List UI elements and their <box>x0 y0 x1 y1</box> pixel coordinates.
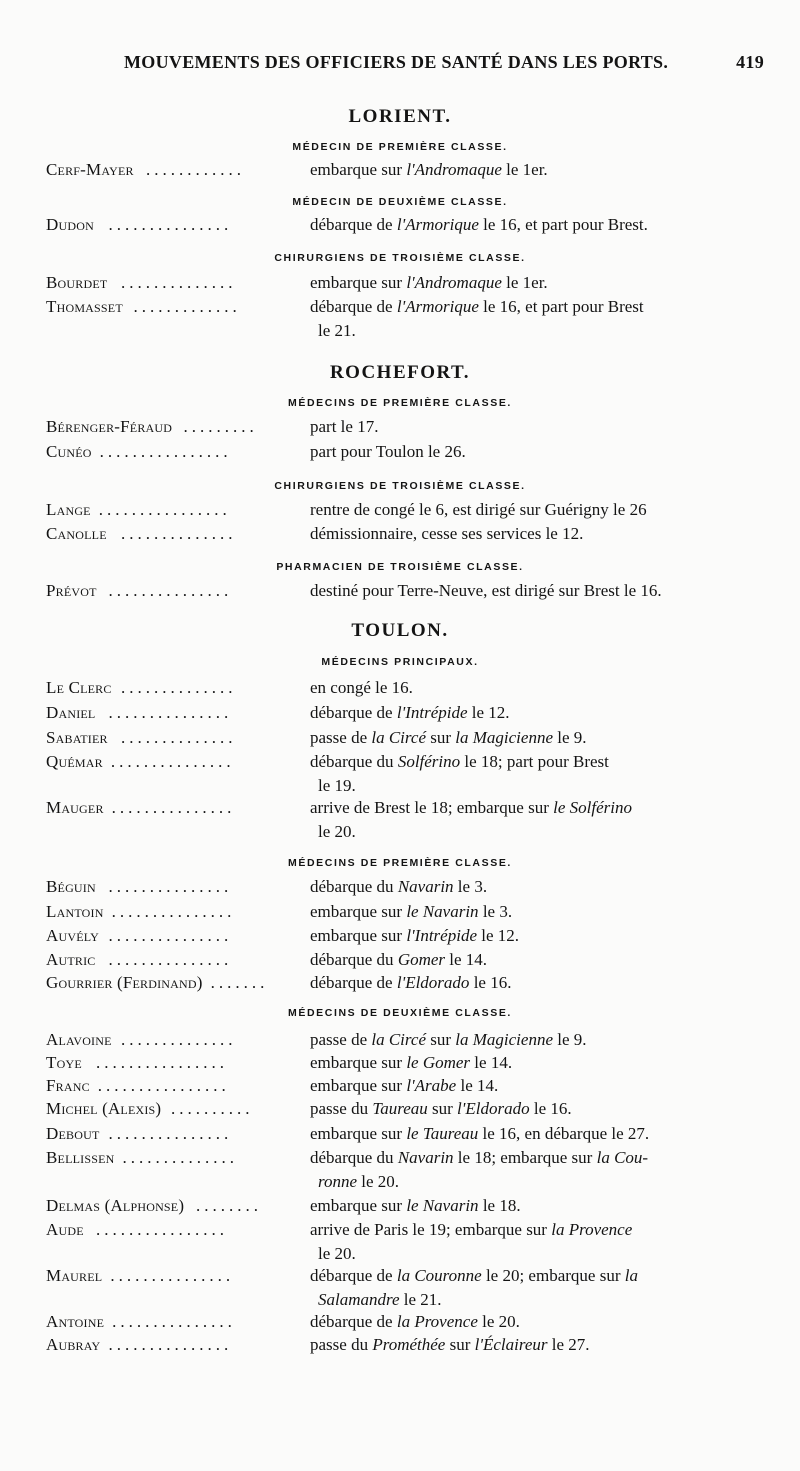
register-entry <box>0 1099 800 1121</box>
movement-text <box>310 442 756 462</box>
ship-name: la Circé <box>371 1030 426 1049</box>
ship-name: l'Eldorado <box>396 973 470 992</box>
officer-name: Lantoin <box>46 902 104 921</box>
movement-fragment: le 20. <box>318 1244 356 1263</box>
leader-dots: ............... <box>112 1312 236 1331</box>
movement-fragment: passe du <box>310 1335 373 1354</box>
leader-dots: ................ <box>99 442 232 461</box>
register-entry <box>0 973 800 995</box>
officer-name: Maurel <box>46 1266 103 1285</box>
leader-dots: ............... <box>108 703 233 722</box>
ship-name: l'Andromaque <box>406 273 502 292</box>
movement-text <box>310 703 756 723</box>
ship-name: l'Arabe <box>406 1076 457 1095</box>
ship-name: la <box>624 1266 638 1285</box>
officer-name: Aubray <box>46 1335 101 1354</box>
movement-fragment: passe du <box>310 1099 373 1118</box>
movement-fragment: le 16. <box>529 1099 572 1118</box>
register-entry <box>0 297 800 340</box>
leader-dots: ............ <box>146 160 245 179</box>
register-entry <box>0 1196 800 1218</box>
register-entry <box>0 442 800 464</box>
leader-dots: ........ <box>196 1196 262 1215</box>
class-heading: MÉDECIN DE PREMIÈRE CLASSE. <box>292 141 508 153</box>
movement-fragment: le 12. <box>477 926 520 945</box>
movement-text <box>310 877 756 897</box>
movement-fragment: embarque sur <box>310 1053 407 1072</box>
movement-text <box>310 1335 756 1355</box>
register-entry <box>0 1124 800 1146</box>
header-title: MOUVEMENTS DES OFFICIERS DE SANTÉ DANS LES PORTS. <box>124 52 669 72</box>
officer-name: Michel (Alexis) <box>46 1099 162 1118</box>
ship-name: la Provence <box>396 1312 478 1331</box>
leader-dots: ................ <box>97 1076 230 1095</box>
movement-continuation <box>318 1244 356 1264</box>
leader-dots: .............. <box>121 1030 237 1049</box>
officer-name: Bourdet <box>46 273 108 292</box>
register-entry <box>0 1076 800 1098</box>
officer-name: Prévot <box>46 581 97 600</box>
movement-text <box>310 1220 756 1240</box>
ship-name: Solférino <box>397 752 461 771</box>
movement-fragment: le 3. <box>478 902 513 921</box>
ship-name: la Couronne <box>396 1266 482 1285</box>
movement-text <box>310 1030 756 1050</box>
officer-name: Bérenger-Féraud <box>46 417 173 436</box>
movement-fragment: débarque de <box>310 297 397 316</box>
ship-name: Gomer <box>397 950 446 969</box>
register-entry <box>0 950 800 972</box>
leader-dots: ................ <box>96 1220 228 1239</box>
register-entry <box>0 678 800 700</box>
register-entry <box>0 160 800 182</box>
movement-fragment: sur <box>426 1030 456 1049</box>
movement-fragment: débarque du <box>310 877 398 896</box>
movement-fragment: le 14. <box>456 1076 499 1095</box>
movement-fragment: le 20. <box>477 1312 520 1331</box>
movement-fragment: embarque sur <box>310 160 407 179</box>
movement-fragment: sur <box>426 728 456 747</box>
ship-name: l'Armorique <box>396 297 479 316</box>
class-heading: PHARMACIEN DE TROISIÈME CLASSE. <box>276 561 524 573</box>
officer-name: Auvély <box>46 926 99 945</box>
register-entry <box>0 703 800 725</box>
leader-dots: .............. <box>121 728 237 747</box>
movement-fragment: débarque de <box>310 703 397 722</box>
movement-fragment: le 18. <box>478 1196 521 1215</box>
movement-text <box>310 1099 756 1119</box>
ship-name: Salamandre <box>318 1290 400 1309</box>
officer-name: Toye <box>46 1053 82 1072</box>
movement-text <box>310 160 756 180</box>
class-heading: CHIRURGIENS DE TROISIÈME CLASSE. <box>274 480 526 492</box>
ship-name: l'Intrépide <box>406 926 477 945</box>
movement-fragment: embarque sur <box>310 273 407 292</box>
movement-fragment: le 20. <box>318 822 356 841</box>
movement-text <box>310 752 756 772</box>
movement-continuation <box>318 1290 442 1310</box>
movement-fragment: embarque sur <box>310 1124 407 1143</box>
movement-text <box>310 973 756 993</box>
movement-text <box>310 728 756 748</box>
movement-text <box>310 1124 756 1144</box>
officer-name: Sabatier <box>46 728 108 747</box>
movement-fragment: part le 17. <box>310 417 379 436</box>
ship-name: la Provence <box>551 1220 633 1239</box>
ship-name: la Circé <box>371 728 426 747</box>
leader-dots: ............... <box>108 926 233 945</box>
register-entry <box>0 417 800 439</box>
leader-dots: ............... <box>111 798 236 817</box>
movement-fragment: le 14. <box>470 1053 513 1072</box>
movement-fragment: passe de <box>310 728 372 747</box>
movement-text <box>310 273 756 293</box>
port-heading-lorient: LORIENT. <box>348 106 452 127</box>
class-heading: CHIRURGIENS DE TROISIÈME CLASSE. <box>274 252 526 264</box>
officer-name: Debout <box>46 1124 100 1143</box>
ship-name: le Navarin <box>406 1196 479 1215</box>
register-entry <box>0 877 800 899</box>
movement-text <box>310 581 756 601</box>
movement-fragment: le 1er. <box>501 273 548 292</box>
officer-name: Le Clerc <box>46 678 112 697</box>
register-entry <box>0 1053 800 1075</box>
leader-dots: .............. <box>122 1148 238 1167</box>
class-heading: MÉDECINS DE DEUXIÈME CLASSE. <box>288 1007 512 1019</box>
leader-dots: ............... <box>108 877 233 896</box>
movement-fragment: le 16. <box>469 973 512 992</box>
leader-dots: ............... <box>108 950 233 969</box>
officer-name: Quémar <box>46 752 103 771</box>
port-heading-toulon: TOULON. <box>351 620 449 641</box>
movement-continuation <box>318 776 356 796</box>
officer-name: Antoine <box>46 1312 105 1331</box>
leader-dots: ............... <box>108 1335 233 1354</box>
ship-name: l'Armorique <box>396 215 479 234</box>
class-heading: MÉDECINS DE PREMIÈRE CLASSE. <box>288 397 512 409</box>
register-entry <box>0 902 800 924</box>
movement-fragment: débarque du <box>310 752 398 771</box>
movement-fragment: démissionnaire, cesse ses services le 12. <box>310 524 584 543</box>
movement-fragment: débarque de <box>310 1312 397 1331</box>
leader-dots: ............... <box>110 1266 235 1285</box>
officer-name: Cerf-Mayer <box>46 160 134 179</box>
page-number: 419 <box>736 52 764 72</box>
ship-name: Taureau <box>372 1099 428 1118</box>
movement-fragment: embarque sur <box>310 1076 407 1095</box>
ship-name: Prométhée <box>372 1335 446 1354</box>
movement-fragment: le 9. <box>553 728 587 747</box>
register-entry <box>0 1335 800 1357</box>
movement-fragment: arrive de Brest le 18; embarque sur <box>310 798 554 817</box>
leader-dots: ................ <box>96 1053 228 1072</box>
officer-name: Béguin <box>46 877 96 896</box>
movement-text <box>310 215 756 235</box>
officer-name: Aude <box>46 1220 84 1239</box>
ship-name: l'Eldorado <box>457 1099 530 1118</box>
movement-fragment: le 16, et part pour Brest. <box>478 215 648 234</box>
movement-fragment: embarque sur <box>310 926 407 945</box>
ship-name: l'Andromaque <box>406 160 502 179</box>
movement-fragment: débarque de <box>310 215 397 234</box>
ship-name: le Navarin <box>406 902 479 921</box>
register-entry <box>0 500 800 522</box>
movement-fragment: sur <box>445 1335 475 1354</box>
movement-text <box>310 678 756 698</box>
register-entry <box>0 752 800 795</box>
movement-fragment: le 20; embarque sur <box>481 1266 625 1285</box>
movement-fragment: le 16, en débarque le 27. <box>478 1124 650 1143</box>
movement-fragment: le 21. <box>318 321 356 340</box>
movement-text <box>310 524 756 544</box>
leader-dots: .............. <box>121 678 237 697</box>
movement-fragment: le 19. <box>318 776 356 795</box>
movement-fragment: débarque de <box>310 1266 397 1285</box>
leader-dots: ............... <box>110 752 235 771</box>
movement-text <box>310 1076 756 1096</box>
movement-fragment: passe de <box>310 1030 372 1049</box>
leader-dots: ....... <box>210 973 269 992</box>
ship-name: l'Éclaireur <box>474 1335 548 1354</box>
movement-fragment: le 9. <box>553 1030 587 1049</box>
officer-name: Autric <box>46 950 96 969</box>
movement-text <box>310 1148 756 1168</box>
leader-dots: ............. <box>133 297 241 316</box>
movement-text <box>310 926 756 946</box>
ship-name: la Magicienne <box>455 728 553 747</box>
movement-text <box>310 798 756 818</box>
movement-fragment: part pour Toulon le 26. <box>310 442 466 461</box>
movement-fragment: le 18; part pour Brest <box>460 752 609 771</box>
officer-name: Franc <box>46 1076 90 1095</box>
running-header <box>124 52 764 76</box>
ship-name: la Cou- <box>596 1148 649 1167</box>
movement-fragment: destiné pour Terre-Neuve, est dirigé sur Brest le 16. <box>310 581 662 600</box>
officer-name: Thomasset <box>46 297 123 316</box>
officer-name: Delmas (Alphonse) <box>46 1196 185 1215</box>
officer-name: Canolle <box>46 524 107 543</box>
movement-fragment: débarque du <box>310 1148 398 1167</box>
movement-fragment: embarque sur <box>310 902 407 921</box>
movement-text <box>310 902 756 922</box>
leader-dots: .............. <box>121 273 237 292</box>
movement-text <box>310 500 756 520</box>
ship-name: l'Intrépide <box>396 703 468 722</box>
ship-name: Navarin <box>397 877 454 896</box>
movement-continuation <box>318 822 356 842</box>
movement-text <box>310 297 756 317</box>
movement-fragment: le 12. <box>467 703 510 722</box>
register-entry <box>0 926 800 948</box>
port-heading-rochefort: ROCHEFORT. <box>329 362 471 383</box>
movement-fragment: le 27. <box>547 1335 590 1354</box>
movement-continuation <box>318 1172 399 1192</box>
register-entry <box>0 215 800 237</box>
class-heading: MÉDECIN DE DEUXIÈME CLASSE. <box>292 196 508 208</box>
register-entry <box>0 273 800 295</box>
officer-name: Dudon <box>46 215 94 234</box>
leader-dots: ............... <box>111 902 236 921</box>
leader-dots: ................ <box>98 500 231 519</box>
officer-name: Cunéo <box>46 442 92 461</box>
leader-dots: ............... <box>108 1124 233 1143</box>
register-entry <box>0 1312 800 1334</box>
officer-name: Bellissen <box>46 1148 115 1167</box>
officer-name: Alavoine <box>46 1030 112 1049</box>
movement-continuation <box>318 321 356 341</box>
movement-fragment: rentre de congé le 6, est dirigé sur Guérigny le 26 <box>310 500 647 519</box>
movement-fragment: le 3. <box>453 877 488 896</box>
movement-fragment: arrive de Paris le 19; embarque sur <box>310 1220 552 1239</box>
leader-dots: .............. <box>121 524 237 543</box>
ship-name: ronne <box>318 1172 358 1191</box>
ship-name: le Solférino <box>553 798 632 817</box>
movement-fragment: le 14. <box>445 950 488 969</box>
movement-fragment: le 1er. <box>501 160 548 179</box>
movement-text <box>310 950 756 970</box>
officer-name: Lange <box>46 500 91 519</box>
register-entry <box>0 1220 800 1263</box>
class-heading: MÉDECINS PRINCIPAUX. <box>321 656 479 668</box>
movement-fragment: le 21. <box>399 1290 442 1309</box>
ship-name: la Magicienne <box>455 1030 553 1049</box>
register-entry <box>0 1030 800 1052</box>
movement-text <box>310 1312 756 1332</box>
movement-text <box>310 417 756 437</box>
officer-name: Gourrier (Ferdinand) <box>46 973 203 992</box>
movement-fragment: le 18; embarque sur <box>453 1148 597 1167</box>
movement-fragment: débarque de <box>310 973 397 992</box>
register-entry <box>0 1148 800 1191</box>
ship-name: le Gomer <box>406 1053 471 1072</box>
movement-fragment: en congé le 16. <box>310 678 413 697</box>
leader-dots: ......... <box>183 417 258 436</box>
register-entry <box>0 728 800 750</box>
leader-dots: .......... <box>171 1099 254 1118</box>
ship-name: le Taureau <box>406 1124 479 1143</box>
leader-dots: ............... <box>108 215 233 234</box>
movement-fragment: sur <box>427 1099 458 1118</box>
class-heading: MÉDECINS DE PREMIÈRE CLASSE. <box>288 857 512 869</box>
ship-name: Navarin <box>397 1148 454 1167</box>
movement-fragment: le 16, et part pour Brest <box>478 297 644 316</box>
register-entry <box>0 581 800 603</box>
movement-text <box>310 1053 756 1073</box>
movement-fragment: embarque sur <box>310 1196 407 1215</box>
register-entry <box>0 1266 800 1309</box>
movement-fragment: débarque du <box>310 950 398 969</box>
register-entry <box>0 524 800 546</box>
movement-text <box>310 1266 756 1286</box>
movement-fragment: le 20. <box>357 1172 400 1191</box>
leader-dots: ............... <box>108 581 233 600</box>
register-entry <box>0 798 800 841</box>
officer-name: Mauger <box>46 798 104 817</box>
movement-text <box>310 1196 756 1216</box>
officer-name: Daniel <box>46 703 96 722</box>
